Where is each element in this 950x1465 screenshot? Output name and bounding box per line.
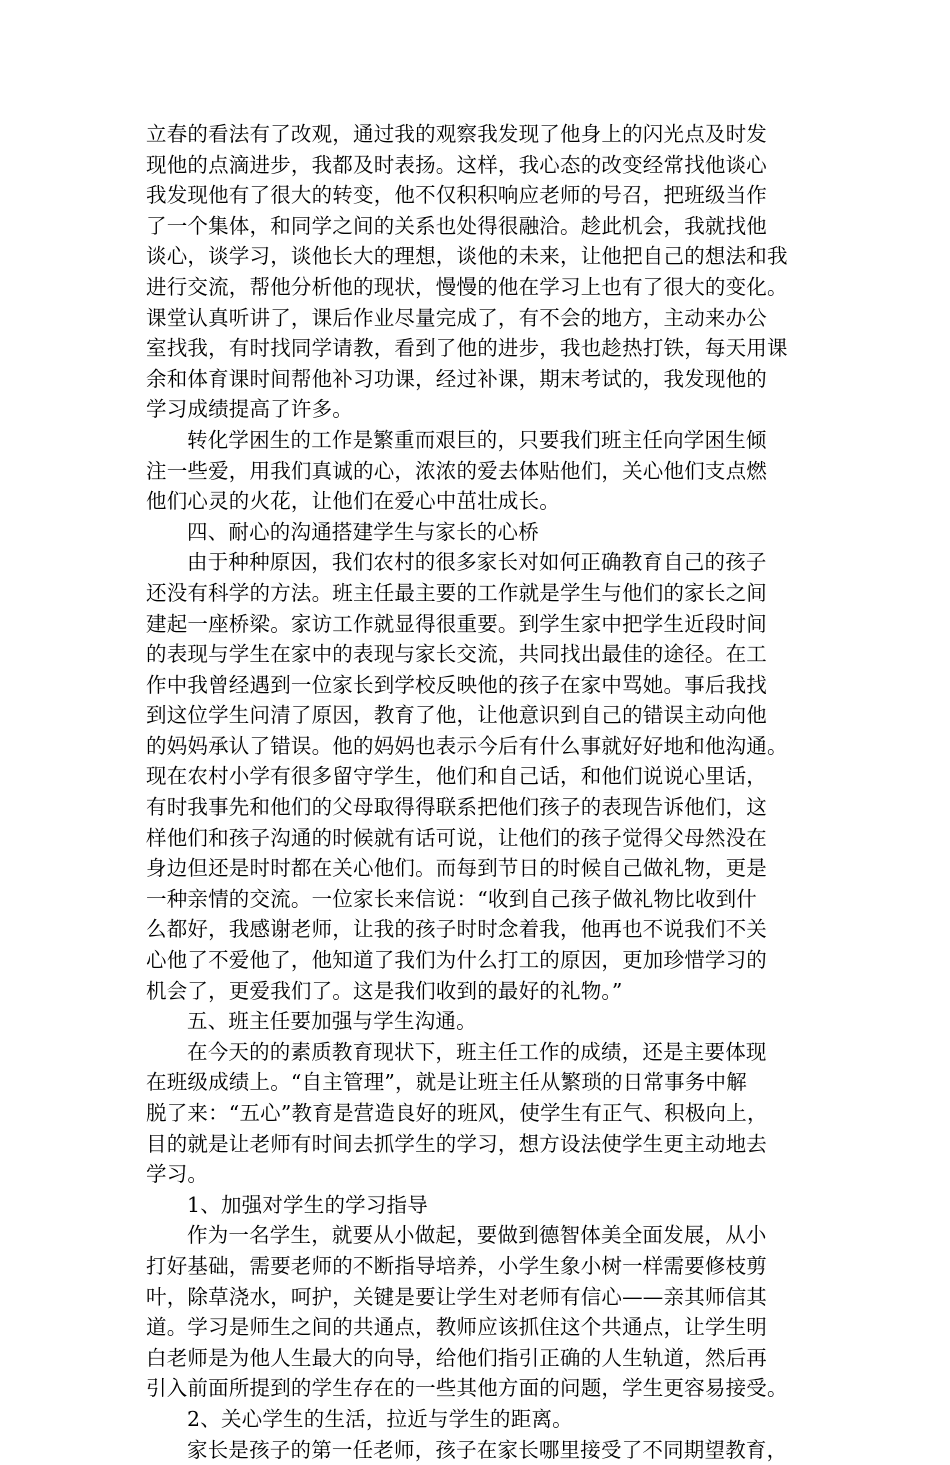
text-line: 一种亲情的交流。一位家长来信说：“收到自己孩子做礼物比收到什 xyxy=(146,886,757,911)
text-line: 转化学困生的工作是繁重而艰巨的，只要我们班主任向学困生倾 xyxy=(187,427,767,452)
text-line: 还没有科学的方法。班主任最主要的工作就是学生与他们的家长之间 xyxy=(146,580,767,605)
text-line: 课堂认真听讲了，课后作业尽量完成了，有不会的地方，主动来办公 xyxy=(146,305,767,330)
text-line: 家长是孩子的第一任老师，孩子在家长哪里接受了不同期望教育， xyxy=(187,1437,788,1462)
text-line: 么都好，我感谢老师，让我的孩子时时念着我，他再也不说我们不关 xyxy=(146,917,767,942)
text-line: 身边但还是时时都在关心他们。而每到节日的时候自己做礼物，更是 xyxy=(146,856,767,881)
text-line: 我发现他有了很大的转变，他不仅积积响应老师的号召，把班级当作 xyxy=(146,183,767,208)
text-line: 到这位学生问清了原因，教育了他，让他意识到自己的错误主动向他 xyxy=(146,703,767,728)
text-line: 在今天的的素质教育现状下，班主任工作的成绩，还是主要体现 xyxy=(187,1039,767,1064)
text-line: 的妈妈承认了错误。他的妈妈也表示今后有什么事就好好地和他沟通。 xyxy=(146,733,788,758)
text-line: 由于种种原因，我们农村的很多家长对如何正确教育自己的孩子 xyxy=(187,550,767,575)
text-line: 他们心灵的火花，让他们在爱心中茁壮成长。 xyxy=(146,489,560,514)
text-line: 叶，除草浇水，呵护，关键是要让学生对老师有信心——亲其师信其 xyxy=(146,1284,767,1309)
text-line: 在班级成绩上。“自主管理”，就是让班主任从繁琐的日常事务中解 xyxy=(146,1070,747,1095)
text-line: 作中我曾经遇到一位家长到学校反映他的孩子在家中骂她。事后我找 xyxy=(146,672,767,697)
text-line: 现他的点滴进步，我都及时表扬。这样，我心态的改变经常找他谈心 xyxy=(146,152,767,177)
text-line: 白老师是为他人生最大的向导，给他们指引正确的人生轨道，然后再 xyxy=(146,1345,767,1370)
text-line: 打好基础，需要老师的不断指导培养，小学生象小树一样需要修枝剪 xyxy=(146,1253,767,1278)
text-line: 谈心，谈学习，谈他长大的理想，谈他的未来，让他把自己的想法和我 xyxy=(146,244,788,269)
text-line: 立春的看法有了改观，通过我的观察我发现了他身上的闪光点及时发 xyxy=(146,122,767,146)
text-line: 学习。 xyxy=(146,1162,209,1187)
text-line: 2、关心学生的生活，拉近与学生的距离。 xyxy=(187,1406,573,1431)
text-line: 五、班主任要加强与学生沟通。 xyxy=(187,1009,477,1034)
text-line: 心他了不爱他了，他知道了我们为什么打工的原因，更加珍惜学习的 xyxy=(146,948,767,973)
text-line: 学习成绩提高了许多。 xyxy=(146,397,353,422)
text-line: 目的就是让老师有时间去抓学生的学习，想方设法使学生更主动地去 xyxy=(146,1131,767,1156)
text-line: 四、耐心的沟通搭建学生与家长的心桥 xyxy=(187,519,539,544)
text-line: 室找我，有时找同学请教，看到了他的进步，我也趁热打铁，每天用课 xyxy=(146,336,788,361)
text-line: 有时我事先和他们的父母取得得联系把他们孩子的表现告诉他们，这 xyxy=(146,795,767,820)
text-line: 余和体育课时间帮他补习功课，经过补课，期末考试的，我发现他的 xyxy=(146,366,767,391)
text-line: 现在农村小学有很多留守学生，他们和自己话，和他们说说心里话， xyxy=(146,764,767,789)
text-line: 脱了来：“五心”教育是营造良好的班风，使学生有正气、积极向上， xyxy=(146,1101,768,1125)
text-line: 建起一座桥梁。家访工作就显得很重要。到学生家中把学生近段时间 xyxy=(146,611,767,636)
text-line: 样他们和孩子沟通的时候就有话可说，让他们的孩子觉得父母然没在 xyxy=(146,825,767,850)
document-body xyxy=(146,119,822,1465)
text-line: 注一些爱，用我们真诚的心，浓浓的爱去体贴他们，关心他们支点燃 xyxy=(146,458,767,483)
text-line: 1、加强对学生的学习指导 xyxy=(187,1192,428,1217)
text-line: 引入前面所提到的学生存在的一些其他方面的问题，学生更容易接受。 xyxy=(146,1376,788,1401)
text-line: 进行交流，帮他分析他的现状，慢慢的他在学习上也有了很大的变化。 xyxy=(146,274,788,299)
text-line: 的表现与学生在家中的表现与家长交流，共同找出最佳的途径。在工 xyxy=(146,642,767,667)
text-line: 道。学习是师生之间的共通点，教师应该抓住这个共通点，让学生明 xyxy=(146,1315,767,1340)
text-line: 机会了，更爱我们了。这是我们收到的最好的礼物。” xyxy=(146,978,623,1003)
text-line: 了一个集体，和同学之间的关系也处得很融洽。趁此机会，我就找他 xyxy=(146,213,767,238)
text-line: 作为一名学生，就要从小做起，要做到德智体美全面发展，从小 xyxy=(187,1223,767,1248)
